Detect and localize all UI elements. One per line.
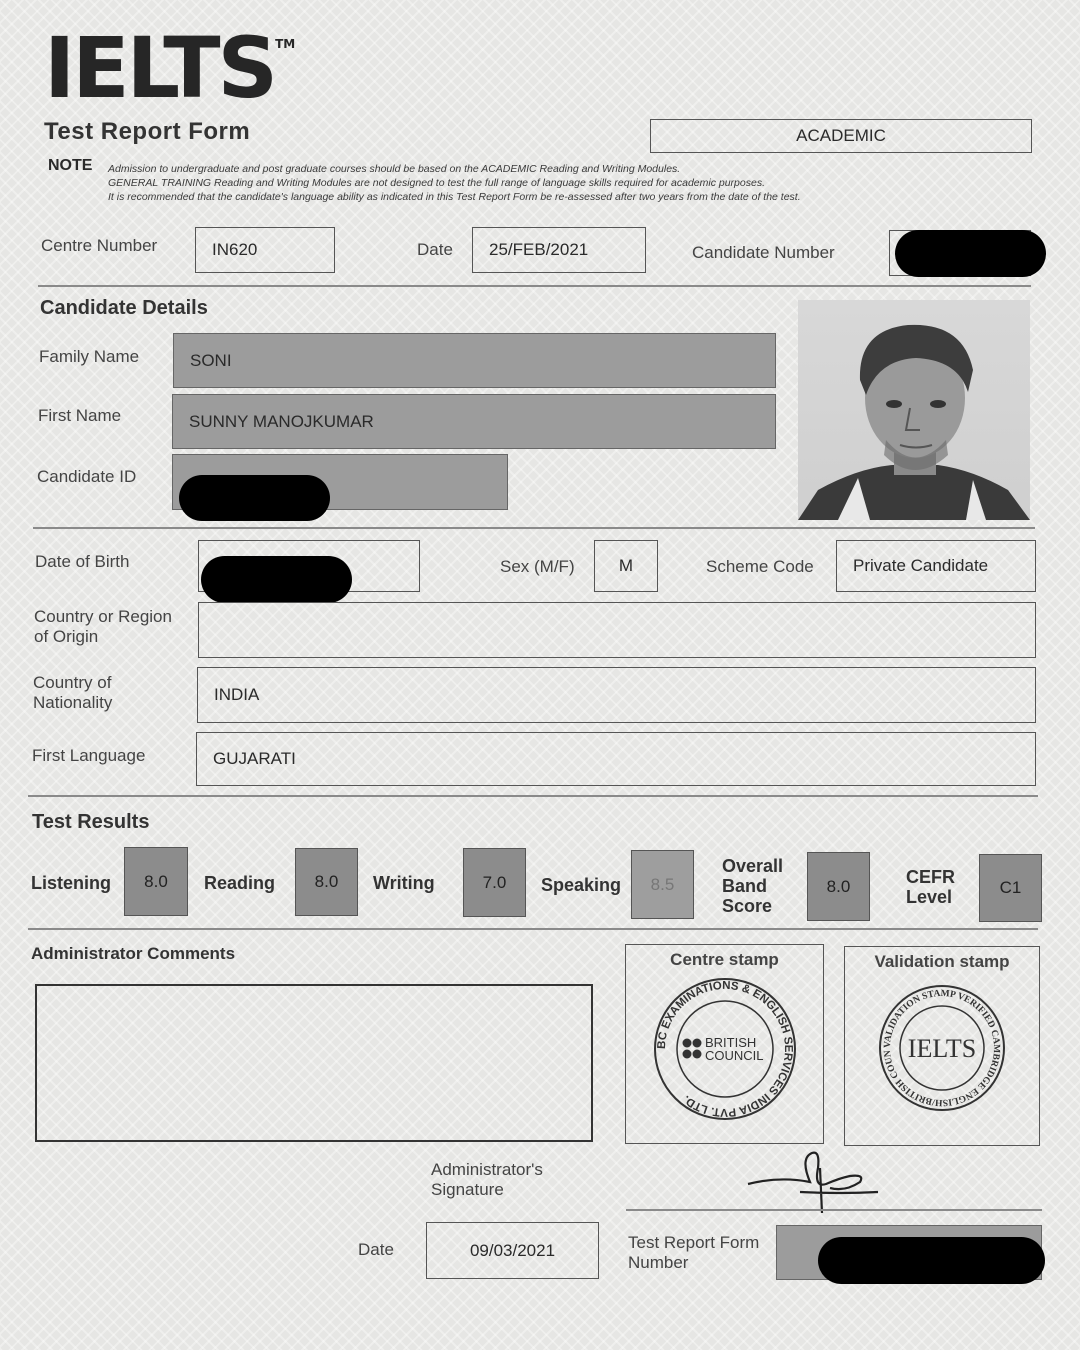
trademark-mark: TM [275, 37, 296, 51]
country-origin-field [198, 602, 1036, 658]
cefr-label-line-2: Level [906, 887, 953, 907]
british-council-icon [682, 1039, 701, 1059]
admin-signature-label-line-1: Administrator's [431, 1160, 543, 1179]
country-origin-label-line-2: of Origin [34, 627, 99, 646]
cefr-label [906, 867, 955, 907]
listening-score: 8.0 [124, 847, 188, 916]
reading-label: Reading [204, 873, 276, 893]
country-origin-label [34, 607, 172, 647]
listening-label: Listening [31, 873, 111, 893]
admin-signature-label [431, 1160, 543, 1200]
overall-score: 8.0 [807, 852, 870, 921]
dob-label: Date of Birth [35, 552, 130, 571]
redaction-candidate-number [895, 230, 1046, 277]
divider [33, 527, 1035, 529]
candidate-photo [798, 300, 1030, 520]
candidate-id-label: Candidate ID [37, 467, 137, 486]
test-date-field: 25/FEB/2021 [472, 227, 646, 273]
divider [38, 285, 1031, 287]
issue-date-field: 09/03/2021 [426, 1222, 599, 1279]
overall-label [722, 856, 783, 916]
nationality-field: INDIA [197, 667, 1036, 723]
overall-label-line-3: Score [722, 896, 773, 916]
validation-stamp-brand: IELTS [907, 1034, 977, 1063]
centre-stamp-label: Centre stamp [670, 950, 779, 969]
validation-stamp-label: Validation stamp [874, 952, 1010, 971]
test-date-label: Date [417, 240, 453, 259]
sex-label: Sex (M/F) [500, 557, 575, 576]
candidate-number-label: Candidate Number [692, 243, 835, 262]
nationality-label-line-2: Nationality [33, 693, 113, 712]
divider [28, 795, 1038, 797]
handwritten-signature [740, 1148, 885, 1218]
centre-number-label: Centre Number [41, 236, 158, 255]
centre-stamp-ring-text: BC EXAMINATIONS & ENGLISH SERVICES INDIA PVT. LTD. [655, 979, 794, 1119]
form-title: Test Report Form [44, 118, 251, 145]
scheme-code-label: Scheme Code [706, 557, 814, 576]
first-name-field: SUNNY MANOJKUMAR [172, 394, 776, 449]
speaking-label: Speaking [541, 875, 622, 895]
admin-comments-label: Administrator Comments [31, 944, 236, 963]
centre-number-field: IN620 [195, 227, 335, 273]
overall-label-line-1: Overall [722, 856, 784, 876]
validation-stamp-box [844, 946, 1040, 1146]
trf-number-label-line-2: Number [628, 1253, 689, 1272]
divider [626, 1209, 1042, 1211]
family-name-label: Family Name [39, 347, 140, 366]
note-line-3: It is recommended that the candidate's language ability as indicated in this Test Report Form be re-assessed after two years from the date of the test. [108, 191, 801, 203]
note-text [108, 162, 968, 204]
first-language-label: First Language [32, 746, 146, 765]
scheme-code-field: Private Candidate [836, 540, 1036, 592]
portrait-illustration [798, 300, 1030, 520]
first-name-label: First Name [38, 406, 122, 425]
writing-label: Writing [373, 873, 435, 893]
overall-label-line-2: Band [722, 876, 767, 896]
admin-comments-box [35, 984, 593, 1142]
note-line-1: Admission to undergraduate and post graduate courses should be based on the ACADEMIC Reading and Writing Modules. [108, 163, 681, 175]
writing-score: 7.0 [463, 848, 526, 917]
redaction-dob [201, 556, 352, 603]
module-box: ACADEMIC [650, 119, 1032, 153]
divider [28, 928, 1038, 930]
redaction-trf-number [818, 1237, 1045, 1284]
validation-stamp-ring-text: VALIDATION STAMP VERIFIED CAMBRIDGE ENGLISH/BRITISH COUN [882, 988, 1002, 1108]
test-results-title: Test Results [32, 811, 150, 833]
first-language-field: GUJARATI [196, 732, 1036, 786]
admin-signature-label-line-2: Signature [431, 1180, 504, 1199]
british-council-brand-line-1: BRITISH [704, 1035, 756, 1050]
ielts-logo [44, 19, 296, 117]
trf-number-label-line-1: Test Report Form [628, 1233, 760, 1252]
nationality-label-line-1: Country of [33, 673, 112, 692]
reading-score: 8.0 [295, 848, 358, 916]
nationality-label [33, 673, 112, 713]
ielts-validation-seal [872, 978, 1012, 1118]
note-label: NOTE [48, 157, 93, 174]
redaction-candidate-id [179, 475, 330, 521]
trf-number-label [628, 1233, 759, 1273]
sex-field: M [594, 540, 658, 592]
logo-text: IELTS [44, 19, 276, 117]
centre-stamp-box [625, 944, 824, 1144]
british-council-brand-line-2: COUNCIL [704, 1048, 764, 1063]
speaking-score: 8.5 [631, 850, 694, 919]
issue-date-label: Date [358, 1240, 394, 1259]
family-name-field: SONI [173, 333, 776, 388]
british-council-seal [650, 974, 800, 1124]
candidate-details-title: Candidate Details [40, 297, 208, 319]
cefr-label-line-1: CEFR [906, 867, 955, 887]
note-line-2: GENERAL TRAINING Reading and Writing Modules are not designed to test the full range of language skills required for academic purposes. [108, 177, 765, 189]
cefr-level: C1 [979, 854, 1042, 922]
country-origin-label-line-1: Country or Region [34, 607, 172, 626]
